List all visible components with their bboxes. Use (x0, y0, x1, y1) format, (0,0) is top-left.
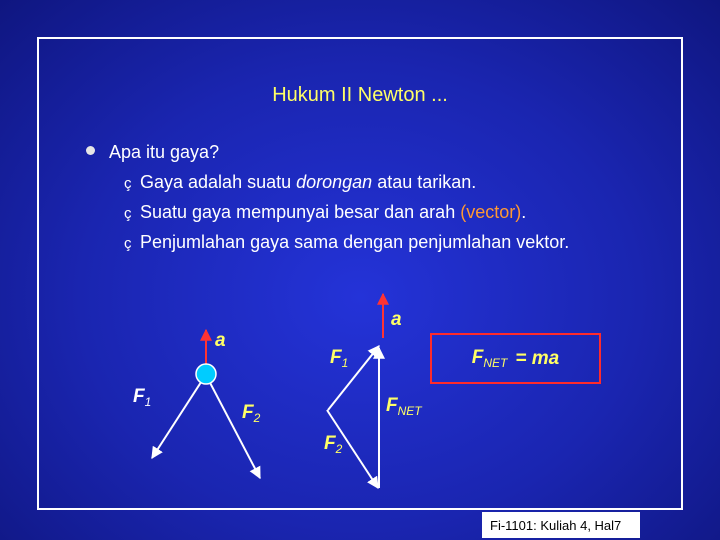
left-f2-label: $F_2$ (242, 402, 261, 425)
right-f2-label: $F_2$ (324, 433, 343, 456)
sub-bullet-arrow-icon: ç (124, 205, 132, 222)
right-fnet-label: $F_{NET}$ (386, 395, 422, 418)
sub-bullet-2: ç Suatu gaya mempunyai besar dan arah (vector). (124, 202, 527, 222)
sub-bullet-3: ç Penjumlahan gaya sama dengan penjumlahan vektor. (124, 232, 570, 252)
equation-lhs: $F_{NET}$ (471, 347, 508, 370)
sub-bullet-1: ç Gaya adalah suatu dorongan atau tarikan. (124, 172, 477, 192)
right-accel-label: a (391, 309, 402, 330)
left-accel-label: a (215, 330, 226, 351)
sub-bullet-arrow-icon: ç (124, 175, 132, 192)
left-f1-label: $F_1$ (133, 386, 152, 409)
sub-bullet-arrow-icon: ç (124, 235, 132, 252)
equation-rhs: = ma (515, 347, 560, 369)
body-icon (196, 364, 216, 384)
left-f2-arrow (207, 377, 260, 478)
footer-text: Fi-1101: Kuliah 4, Hal7 (490, 518, 622, 533)
emphasis-vector: (vector) (460, 202, 522, 222)
left-f1-arrow (152, 376, 205, 458)
right-f1-label: $F_1$ (330, 347, 349, 370)
emphasis-dorongan: dorongan (296, 172, 373, 192)
equation-box (430, 333, 601, 384)
bullet-question: Apa itu gaya? (109, 142, 220, 162)
slide-title: Hukum II Newton ... (272, 84, 448, 106)
